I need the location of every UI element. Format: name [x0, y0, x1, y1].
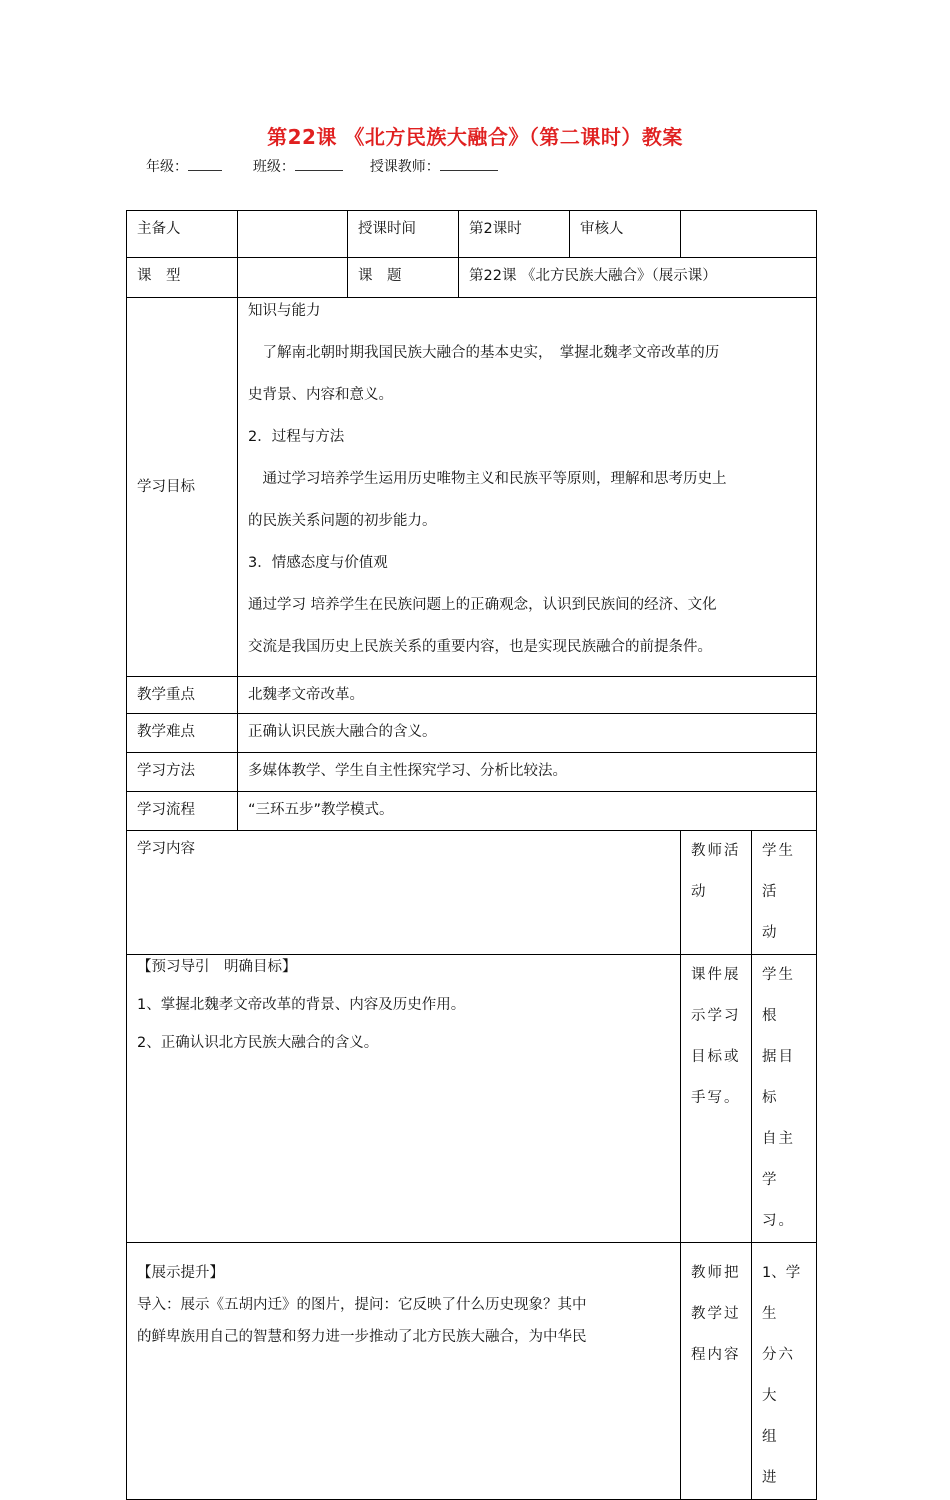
preview-line: 2、正确认识北方民族大融合的含义。 [137, 1035, 379, 1051]
student-activity-line: 动 [762, 925, 779, 941]
method-value: 多媒体教学、学生自主性探究学习、分析比较法。 [238, 753, 817, 792]
reviewer-value [681, 211, 817, 258]
show-line: 的鲜卑族用自己的智慧和努力进一步推动了北方民族大融合，为中华民 [137, 1329, 587, 1345]
topic-label: 课 题 [348, 258, 459, 298]
objective-line: 交流是我国历史上民族关系的重要内容，也是实现民族融合的前提条件。 [248, 639, 712, 655]
lesson-plan-table [126, 210, 817, 1500]
topic-value: 第22课 《北方民族大融合》（展示课） [459, 258, 817, 298]
objective-line: 的民族关系问题的初步能力。 [248, 513, 437, 529]
method-label: 学习方法 [127, 753, 238, 792]
show-line: 导入：展示《五胡内迁》的图片，提问：它反映了什么历史现象？其中 [137, 1297, 587, 1313]
objective-line: 通过学习 培养学生在民族问题上的正确观念，认识到民族间的经济、文化 [248, 597, 717, 613]
type-label: 课 型 [127, 258, 238, 298]
time-label: 授课时间 [348, 211, 459, 258]
flow-label: 学习流程 [127, 792, 238, 831]
activity-line: 据目标 [762, 1049, 795, 1106]
grade-blank [188, 156, 222, 171]
objective-line: 3．情感态度与价值观 [248, 555, 388, 571]
activity-line: 分六大 [762, 1347, 795, 1404]
difficulty-label: 教学难点 [127, 714, 238, 753]
reviewer-label: 审核人 [570, 211, 681, 258]
content-header-label: 学习内容 [127, 831, 681, 955]
preview-heading: 【预习导引 明确目标】 [137, 959, 297, 975]
student-activity-line: 学生活 [762, 843, 795, 900]
activity-line: 程内容 [691, 1347, 741, 1363]
class-label: 班级： [252, 159, 295, 175]
activity-line: 教学过 [691, 1306, 741, 1322]
preview-teacher-activity [681, 955, 752, 1243]
grade-label: 年级： [146, 159, 188, 175]
activity-line: 课件展 [691, 967, 741, 983]
activity-line: 学生根 [762, 967, 795, 1024]
objective-line: 2．过程与方法 [248, 429, 345, 445]
page-title: 第22课 《北方民族大融合》（第二课时）教案 [267, 125, 683, 149]
preview-content [127, 955, 681, 1243]
activity-line: 自主学 [762, 1131, 795, 1188]
teacher-activity-line: 教师活 [691, 843, 741, 859]
student-activity-header [752, 831, 817, 955]
show-heading: 【展示提升】 [137, 1265, 224, 1281]
activity-line: 示学习 [691, 1008, 741, 1024]
show-teacher-activity [681, 1243, 752, 1500]
key-point-value: 北魏孝文帝改革。 [238, 677, 817, 714]
class-blank [295, 156, 343, 171]
activity-line: 习。 [762, 1213, 795, 1229]
key-point-label: 教学重点 [127, 677, 238, 714]
time-value: 第2课时 [459, 211, 570, 258]
teacher-activity-header [681, 831, 752, 955]
preview-student-activity [752, 955, 817, 1243]
difficulty-value: 正确认识民族大融合的含义。 [238, 714, 817, 753]
activity-line: 目标或 [691, 1049, 741, 1065]
objective-line: 了解南北朝时期我国民族大融合的基本史实， 掌握北魏孝文帝改革的历 [248, 345, 720, 361]
type-value [238, 258, 348, 298]
activity-line: 手写。 [691, 1090, 741, 1106]
objective-line: 知识与能力 [248, 303, 321, 319]
objective-line: 通过学习培养学生运用历史唯物主义和民族平等原则，理解和思考历史上 [248, 471, 727, 487]
preview-line: 1、掌握北魏孝文帝改革的背景、内容及历史作用。 [137, 997, 466, 1013]
show-content [127, 1243, 681, 1500]
teacher-activity-line: 动 [691, 884, 708, 900]
preparer-value [238, 211, 348, 258]
activity-line: 组 进 [762, 1429, 795, 1486]
objectives-content [238, 298, 817, 677]
teacher-label: 授课教师： [369, 159, 440, 175]
flow-value: “三环五步”教学模式。 [238, 792, 817, 831]
activity-line: 1、学生 [762, 1265, 801, 1322]
preparer-label: 主备人 [127, 211, 238, 258]
activity-line: 教师把 [691, 1265, 741, 1281]
objective-line: 史背景、内容和意义。 [248, 387, 393, 403]
objectives-label: 学习目标 [127, 298, 238, 677]
teacher-blank [440, 156, 498, 171]
meta-line [146, 156, 498, 176]
show-student-activity [752, 1243, 817, 1500]
